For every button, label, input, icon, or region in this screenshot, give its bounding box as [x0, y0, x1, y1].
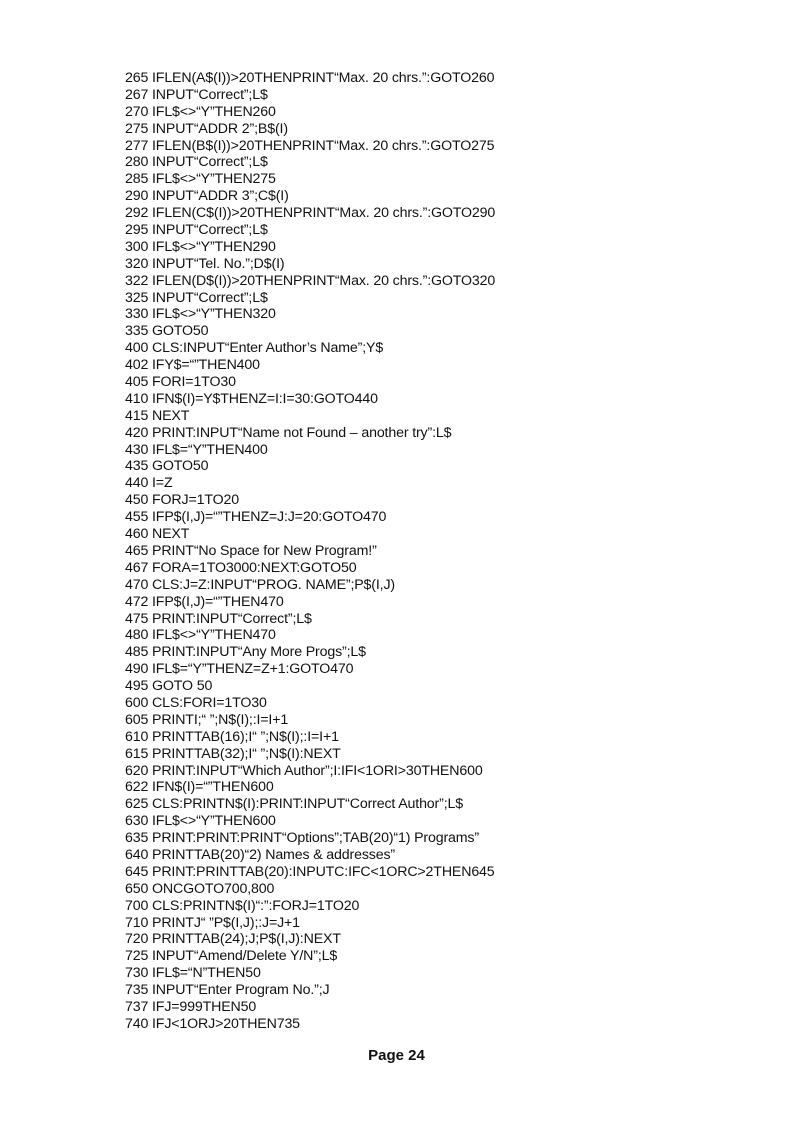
code-line: 470 CLS:J=Z:INPUT“PROG. NAME”;P$(I,J) [125, 576, 395, 593]
code-line: 420 PRINT:INPUT“Name not Found – another try”:L$ [125, 424, 452, 441]
code-line: 600 CLS:FORI=1TO30 [125, 694, 267, 711]
code-line: 710 PRINTJ“ ”P$(I,J);:J=J+1 [125, 914, 300, 931]
code-line: 622 IFN$(I)=“”THEN600 [125, 779, 274, 796]
code-line: 620 PRINT:INPUT“Which Author”;I:IFI<1ORI>30THEN600 [125, 762, 483, 779]
page-number: Page 24 [368, 1047, 425, 1064]
code-line: 430 IFL$=“Y”THEN400 [125, 441, 268, 458]
code-line: 410 IFN$(I)=Y$THENZ=I:I=30:GOTO440 [125, 390, 378, 407]
code-line: 700 CLS:PRINTN$(I)“:”:FORJ=1TO20 [125, 897, 360, 914]
code-line: 460 NEXT [125, 526, 190, 543]
code-line: 335 GOTO50 [125, 323, 209, 340]
code-line: 277 IFLEN(B$(I))>20THENPRINT“Max. 20 chrs.”:GOTO275 [125, 137, 495, 154]
code-line: 625 CLS:PRINTN$(I):PRINT:INPUT“Correct Author”;L$ [125, 796, 463, 813]
basic-program-listing [125, 70, 495, 1033]
code-line: 450 FORJ=1TO20 [125, 492, 239, 509]
code-line: 405 FORI=1TO30 [125, 374, 236, 391]
code-line: 472 IFP$(I,J)=“”THEN470 [125, 593, 284, 610]
code-line: 480 IFL$<>“Y”THEN470 [125, 627, 276, 644]
code-line: 645 PRINT:PRINTTAB(20):INPUTC:IFC<1ORC>2THEN645 [125, 863, 495, 880]
code-line: 275 INPUT“ADDR 2”;B$(I) [125, 120, 288, 137]
code-line: 635 PRINT:PRINT:PRINT“Options”;TAB(20)“1) Programs” [125, 830, 479, 847]
code-line: 730 IFL$=“N”THEN50 [125, 965, 261, 982]
code-line: 330 IFL$<>“Y”THEN320 [125, 306, 276, 323]
code-line: 630 IFL$<>“Y”THEN600 [125, 813, 276, 830]
code-line: 485 PRINT:INPUT“Any More Progs”;L$ [125, 644, 366, 661]
code-line: 400 CLS:INPUT“Enter Author’s Name”;Y$ [125, 340, 384, 357]
code-line: 300 IFL$<>“Y”THEN290 [125, 238, 276, 255]
code-line: 435 GOTO50 [125, 458, 209, 475]
code-line: 610 PRINTTAB(16);I“ ”;N$(I);:I=I+1 [125, 728, 339, 745]
code-line: 265 IFLEN(A$(I))>20THENPRINT“Max. 20 chrs.”:GOTO260 [125, 70, 495, 86]
code-line: 650 ONCGOTO700,800 [125, 880, 275, 897]
code-line: 320 INPUT“Tel. No.”;D$(I) [125, 255, 285, 272]
code-line: 325 INPUT“Correct”;L$ [125, 289, 268, 306]
code-line: 440 I=Z [125, 475, 173, 492]
code-line: 737 IFJ=999THEN50 [125, 998, 257, 1015]
code-line: 290 INPUT“ADDR 3”;C$(I) [125, 188, 289, 205]
code-line: 467 FORA=1TO3000:NEXT:GOTO50 [125, 559, 357, 576]
code-line: 735 INPUT“Enter Program No.”;J [125, 982, 330, 999]
code-line: 415 NEXT [125, 407, 190, 424]
code-line: 295 INPUT“Correct”;L$ [125, 222, 268, 239]
code-line: 285 IFL$<>“Y”THEN275 [125, 171, 276, 188]
code-line: 475 PRINT:INPUT“Correct”;L$ [125, 610, 312, 627]
code-line: 740 IFJ<1ORJ>20THEN735 [125, 1015, 300, 1032]
code-line: 615 PRINTTAB(32);I“ ”;N$(I):NEXT [125, 745, 341, 762]
code-line: 267 INPUT“Correct”;L$ [125, 86, 268, 103]
code-line: 322 IFLEN(D$(I))>20THENPRINT“Max. 20 chrs.”:GOTO320 [125, 272, 496, 289]
code-line: 280 INPUT“Correct”;L$ [125, 154, 268, 171]
code-line: 270 IFL$<>“Y”THEN260 [125, 103, 276, 120]
code-line: 402 IFY$=“”THEN400 [125, 357, 260, 374]
code-line: 725 INPUT“Amend/Delete Y/N”;L$ [125, 948, 338, 965]
code-line: 292 IFLEN(C$(I))>20THENPRINT“Max. 20 chrs.”:GOTO290 [125, 205, 496, 222]
code-line: 455 IFP$(I,J)=“”THENZ=J:J=20:GOTO470 [125, 509, 387, 526]
code-line: 640 PRINTTAB(20)“2) Names & addresses” [125, 846, 395, 863]
code-line: 490 IFL$=“Y”THENZ=Z+1:GOTO470 [125, 661, 354, 678]
code-line: 605 PRINTI;“ ”;N$(I);:I=I+1 [125, 711, 289, 728]
code-line: 465 PRINT“No Space for New Program!” [125, 542, 377, 559]
code-line: 495 GOTO 50 [125, 678, 213, 695]
code-line: 720 PRINTTAB(24);J;P$(I,J):NEXT [125, 931, 341, 948]
